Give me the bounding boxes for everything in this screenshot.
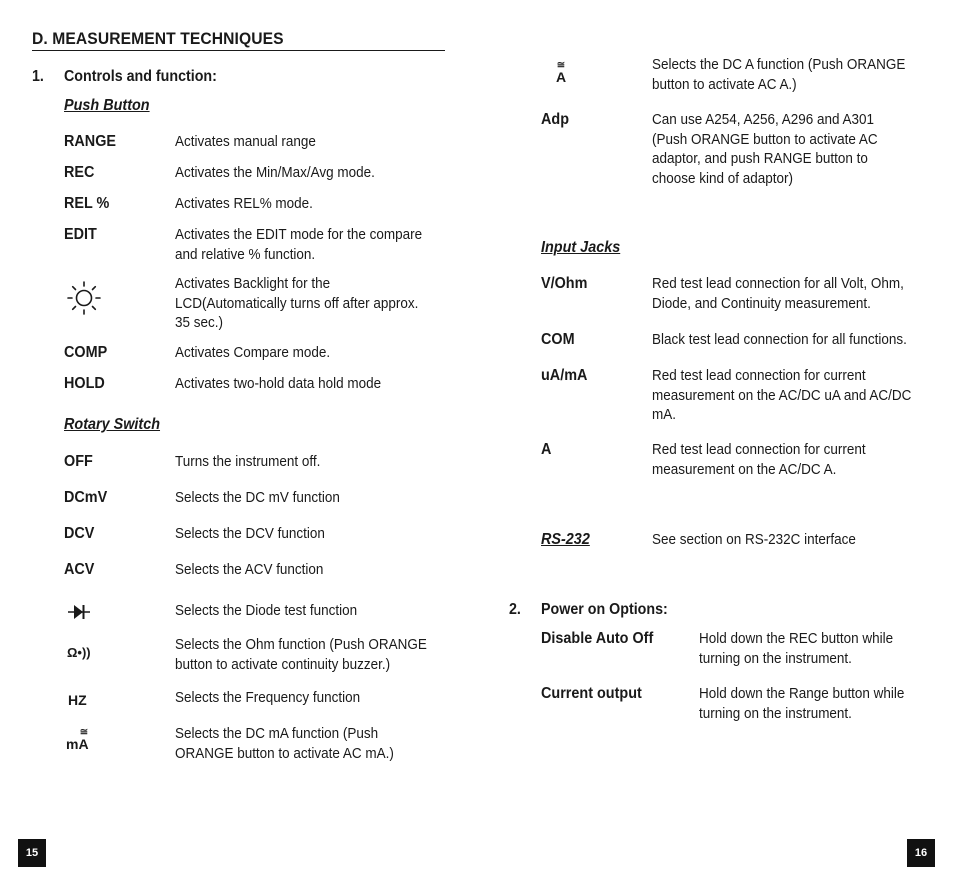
desc-rec: Activates the Min/Max/Avg mode. [175, 165, 375, 181]
desc-hold: Activates two-hold data hold mode [175, 376, 382, 392]
desc-dcv: Selects the DCV function [175, 526, 325, 542]
desc-dcmv: Selects the DC mV function [175, 490, 340, 506]
desc-adp: Can use A254, A256, A296 and A301 (Push ORANGE button to activate AC adaptor, and push RANGE button to choose kind of adaptor) [652, 112, 878, 187]
input-jacks-subheading: Input Jacks [541, 239, 621, 256]
desc-current-output: Hold down the Range button while turning on the instrument. [699, 686, 905, 722]
power-heading: Power on Options: [541, 601, 668, 618]
ac-dc-symbol: ≅ [79, 727, 89, 738]
desc-a-function: Selects the DC A function (Push ORANGE button to activate AC A.) [652, 57, 906, 93]
desc-comp: Activates Compare mode. [175, 345, 331, 361]
desc-edit: Activates the EDIT mode for the compare and relative % function. [175, 227, 423, 263]
page-number-right: 16 [907, 839, 935, 867]
ac-dc-symbol: ≅ [556, 60, 566, 71]
hz-icon: HZ [68, 692, 87, 708]
desc-ua-ma: Red test lead connection for current measurement on the AC/DC uA and AC/DC mA. [652, 368, 912, 423]
controls-heading: Controls and function: [64, 68, 217, 85]
desc-a-jack: Red test lead connection for current measurement on the AC/DC A. [652, 442, 866, 478]
desc-hz: Selects the Frequency function [175, 690, 361, 706]
key-v-ohm: V/Ohm [541, 275, 588, 292]
desc-off: Turns the instrument off. [175, 454, 321, 470]
key-edit: EDIT [64, 226, 97, 243]
key-a-jack: A [541, 441, 552, 458]
desc-com: Black test lead connection for all functions. [652, 332, 907, 348]
key-com: COM [541, 331, 575, 348]
desc-ma: Selects the DC mA function (Push ORANGE button to activate AC mA.) [175, 726, 394, 762]
key-range: RANGE [64, 133, 117, 150]
ac-dc-ma-icon [66, 729, 96, 752]
key-acv: ACV [64, 561, 95, 578]
key-dcv: DCV [64, 525, 95, 542]
desc-acv: Selects the ACV function [175, 562, 324, 578]
key-rec: REC [64, 164, 95, 181]
ohm-continuity-icon: Ω•)) [67, 645, 91, 660]
a-label: A [555, 69, 567, 85]
key-hold: HOLD [64, 375, 105, 392]
key-dcmv: DCmV [64, 489, 108, 506]
push-button-subheading: Push Button [64, 97, 150, 114]
desc-v-ohm: Red test lead connection for all Volt, Ohm, Diode, and Continuity measurement. [652, 276, 904, 312]
desc-rs232: See section on RS-232C interface [652, 532, 856, 548]
desc-disable-auto-off: Hold down the REC button while turning on the instrument. [699, 631, 894, 667]
section-title: D. MEASUREMENT TECHNIQUES [32, 29, 284, 48]
page-number-left: 15 [18, 839, 46, 867]
key-ua-ma: uA/mA [541, 367, 588, 384]
desc-diode: Selects the Diode test function [175, 603, 358, 619]
rs232-subheading: RS-232 [541, 531, 590, 548]
key-rel: REL % [64, 195, 110, 212]
rotary-switch-subheading: Rotary Switch [64, 416, 161, 433]
diode-icon [67, 603, 91, 621]
power-number: 2. [509, 601, 521, 618]
desc-backlight: Activates Backlight for the LCD(Automatically turns off after approx. 35 sec.) [175, 276, 419, 331]
controls-number: 1. [32, 68, 44, 85]
backlight-sun-icon [66, 280, 102, 316]
key-disable-auto-off: Disable Auto Off [541, 630, 654, 647]
title-underline [32, 50, 445, 51]
key-comp: COMP [64, 344, 108, 361]
key-adp: Adp [541, 111, 569, 128]
desc-rel: Activates REL% mode. [175, 196, 313, 212]
ac-dc-a-icon [552, 62, 570, 85]
desc-range: Activates manual range [175, 134, 316, 150]
ma-label: mA [66, 736, 89, 752]
key-off: OFF [64, 453, 93, 470]
key-current-output: Current output [541, 685, 642, 702]
desc-ohm: Selects the Ohm function (Push ORANGE button to activate continuity buzzer.) [175, 637, 427, 673]
